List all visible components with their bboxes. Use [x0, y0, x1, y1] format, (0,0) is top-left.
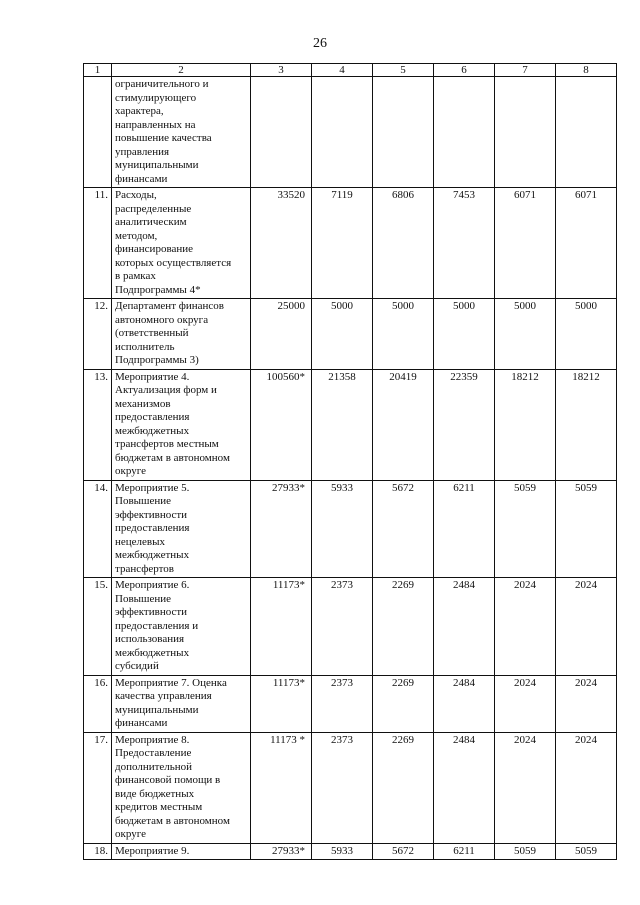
- row-value: 18212: [556, 369, 617, 480]
- row-name: Мероприятие 7. Оценка качества управления муниципальными финансами: [112, 675, 251, 732]
- row-number: 17.: [84, 732, 112, 843]
- column-header: 1: [84, 64, 112, 77]
- row-value: [434, 77, 495, 188]
- row-value: 2373: [312, 675, 373, 732]
- row-value: 5933: [312, 480, 373, 578]
- row-value: 11173 *: [251, 732, 312, 843]
- row-value: 2269: [373, 732, 434, 843]
- row-name: Мероприятие 9.: [112, 843, 251, 860]
- row-value: 100560*: [251, 369, 312, 480]
- column-header: 4: [312, 64, 373, 77]
- row-value: [251, 77, 312, 188]
- row-value: 20419: [373, 369, 434, 480]
- row-name: Департамент финансов автономного округа (ответственный исполнитель Подпрограммы 3): [112, 299, 251, 370]
- table-row: [84, 299, 617, 370]
- row-value: 7453: [434, 188, 495, 299]
- row-value: 5059: [495, 480, 556, 578]
- column-header: 2: [112, 64, 251, 77]
- row-number: 18.: [84, 843, 112, 860]
- row-value: 7119: [312, 188, 373, 299]
- row-value: 6211: [434, 480, 495, 578]
- row-name: Мероприятие 6. Повышение эффективности предоставления и использования межбюджетных субсидий: [112, 578, 251, 676]
- table-body: [84, 64, 617, 860]
- column-header: 8: [556, 64, 617, 77]
- row-number: 13.: [84, 369, 112, 480]
- row-number: 14.: [84, 480, 112, 578]
- row-value: 33520: [251, 188, 312, 299]
- row-value: 2269: [373, 675, 434, 732]
- row-value: [373, 77, 434, 188]
- row-number: 11.: [84, 188, 112, 299]
- row-value: 27933*: [251, 480, 312, 578]
- row-value: 25000: [251, 299, 312, 370]
- row-value: 5672: [373, 843, 434, 860]
- row-value: 2024: [495, 578, 556, 676]
- row-value: 2024: [556, 732, 617, 843]
- table-row: [84, 188, 617, 299]
- table-header-row: [84, 64, 617, 77]
- row-value: 5933: [312, 843, 373, 860]
- row-value: 2024: [556, 578, 617, 676]
- row-value: 11173*: [251, 578, 312, 676]
- table-row: [84, 843, 617, 860]
- row-value: 2024: [495, 732, 556, 843]
- row-value: 11173*: [251, 675, 312, 732]
- row-name: Мероприятие 4. Актуализация форм и механизмов предоставления межбюджетных трансфертов местным бюджетам в автономном округе: [112, 369, 251, 480]
- table-row: [84, 369, 617, 480]
- row-value: 2484: [434, 732, 495, 843]
- row-value: 6211: [434, 843, 495, 860]
- column-header: 7: [495, 64, 556, 77]
- row-value: 5059: [495, 843, 556, 860]
- row-number: 16.: [84, 675, 112, 732]
- row-value: 2024: [495, 675, 556, 732]
- row-value: [495, 77, 556, 188]
- row-value: 6071: [495, 188, 556, 299]
- row-value: 6806: [373, 188, 434, 299]
- row-value: 21358: [312, 369, 373, 480]
- row-number: [84, 77, 112, 188]
- row-value: 2484: [434, 578, 495, 676]
- row-value: 27933*: [251, 843, 312, 860]
- table-row: [84, 732, 617, 843]
- row-value: 5672: [373, 480, 434, 578]
- row-value: 5059: [556, 843, 617, 860]
- row-value: 5000: [312, 299, 373, 370]
- row-value: 2373: [312, 578, 373, 676]
- row-name: Мероприятие 8. Предоставление дополнительной финансовой помощи в виде бюджетных кредитов местным бюджетам в автономном округе: [112, 732, 251, 843]
- row-value: 2373: [312, 732, 373, 843]
- row-value: 5000: [495, 299, 556, 370]
- row-value: 18212: [495, 369, 556, 480]
- row-value: [312, 77, 373, 188]
- budget-table: [83, 63, 617, 860]
- table-row: [84, 480, 617, 578]
- row-value: 2269: [373, 578, 434, 676]
- row-value: [556, 77, 617, 188]
- row-value: 5059: [556, 480, 617, 578]
- row-name: Мероприятие 5. Повышение эффективности предоставления нецелевых межбюджетных трансфертов: [112, 480, 251, 578]
- table-row: [84, 77, 617, 188]
- column-header: 3: [251, 64, 312, 77]
- row-number: 15.: [84, 578, 112, 676]
- row-name: Расходы, распределенные аналитическим методом, финансирование которых осуществляется в рамках Подпрограммы 4*: [112, 188, 251, 299]
- page-number: 26: [313, 36, 327, 51]
- row-value: 6071: [556, 188, 617, 299]
- table-row: [84, 578, 617, 676]
- row-value: 5000: [434, 299, 495, 370]
- row-value: 5000: [373, 299, 434, 370]
- row-value: 22359: [434, 369, 495, 480]
- row-value: 2024: [556, 675, 617, 732]
- column-header: 5: [373, 64, 434, 77]
- row-value: 2484: [434, 675, 495, 732]
- row-name: ограничительного и стимулирующего характера, направленных на повышение качества управления муниципальными финансами: [112, 77, 251, 188]
- column-header: 6: [434, 64, 495, 77]
- table-row: [84, 675, 617, 732]
- row-number: 12.: [84, 299, 112, 370]
- row-value: 5000: [556, 299, 617, 370]
